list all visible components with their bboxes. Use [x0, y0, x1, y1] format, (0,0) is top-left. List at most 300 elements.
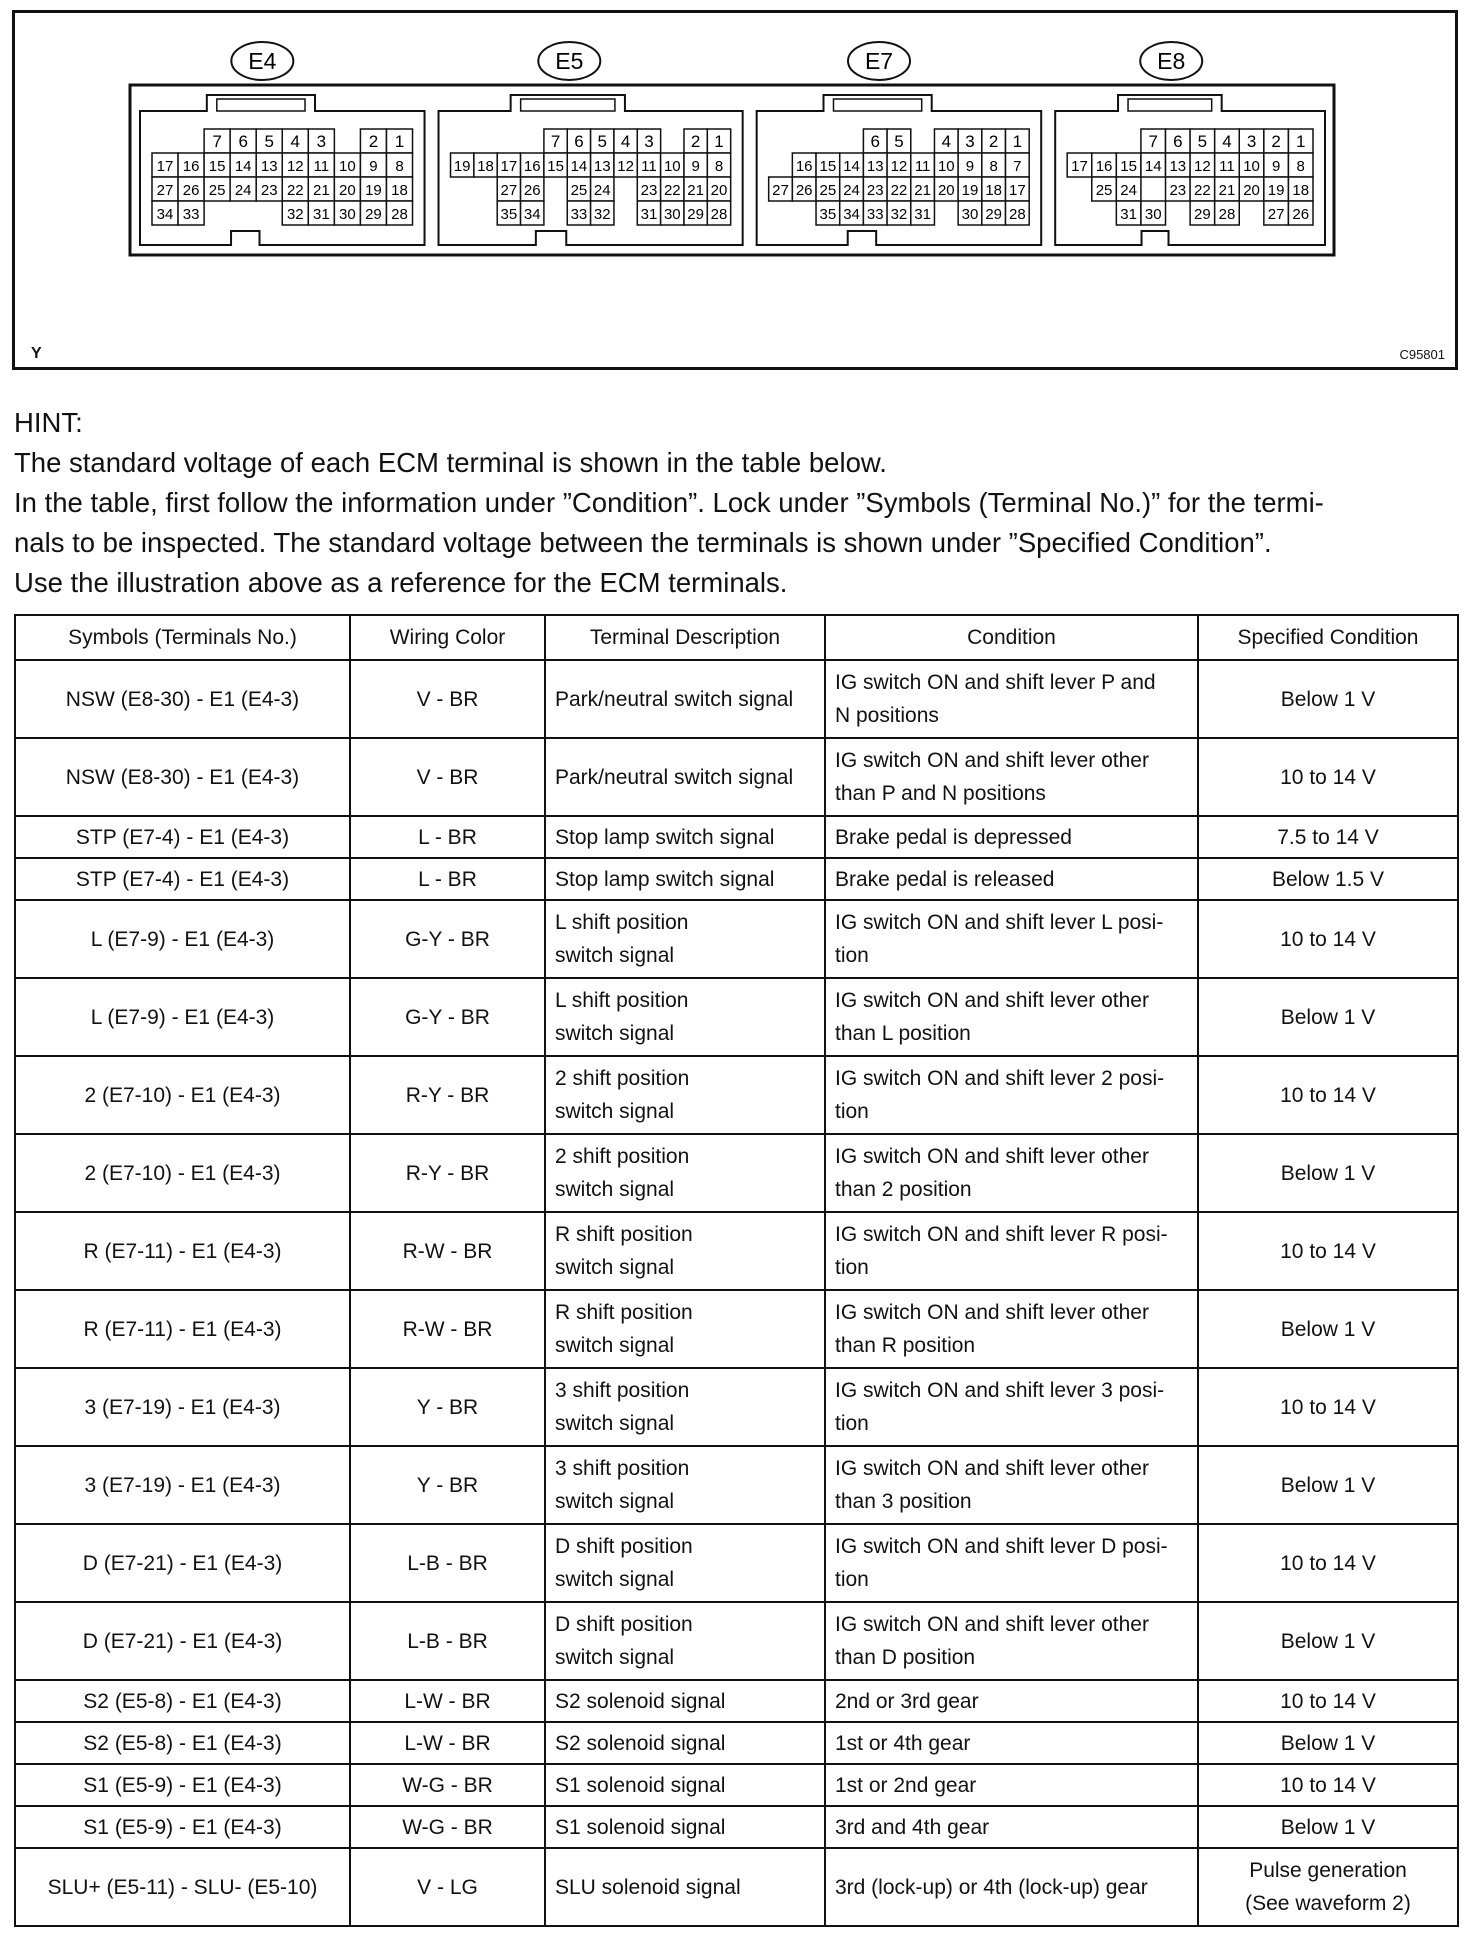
condition-cell	[825, 660, 1198, 738]
terminal-pin	[591, 129, 614, 153]
svg-text:15: 15	[819, 158, 837, 175]
terminal-description-text: switch signal	[555, 1646, 675, 1669]
svg-text:21: 21	[1218, 182, 1236, 199]
table-row	[15, 1806, 1458, 1848]
svg-text:E4: E4	[248, 48, 277, 74]
terminal-pin	[567, 177, 590, 201]
terminal-pin	[1288, 201, 1313, 225]
terminal-pin	[521, 177, 544, 201]
wiring-color-cell	[350, 1602, 545, 1680]
terminal-description-cell	[545, 1524, 825, 1602]
connector-label-e7	[848, 42, 910, 80]
condition-text: tion	[835, 1256, 869, 1279]
terminal-pin	[230, 129, 256, 153]
specified-condition-text: 10 to 14 V	[1280, 765, 1376, 789]
specified-condition-text: 10 to 14 V	[1280, 1690, 1376, 1713]
terminal-pin	[1006, 153, 1030, 177]
hint-line-1: The standard voltage of each ECM terminal is shown in the table below.	[14, 447, 887, 478]
svg-text:18: 18	[477, 158, 494, 175]
wiring-color-text: R-W - BR	[402, 1317, 493, 1341]
symbols-text: 3 (E7-19) - E1 (E4-3)	[84, 1395, 281, 1419]
terminal-pin	[230, 177, 256, 201]
terminal-pin	[1215, 153, 1240, 177]
condition-cell	[825, 1806, 1198, 1848]
symbols-cell	[15, 1848, 350, 1926]
svg-text:8: 8	[1296, 158, 1305, 175]
svg-text:4: 4	[1222, 132, 1232, 151]
svg-text:25: 25	[819, 182, 837, 199]
specified-condition-text: Below 1 V	[1280, 1816, 1376, 1839]
svg-text:24: 24	[234, 182, 252, 199]
symbols-cell	[15, 1290, 350, 1368]
terminal-pin	[934, 129, 958, 153]
terminal-pin	[1166, 153, 1191, 177]
table-row	[15, 1764, 1458, 1806]
wiring-color-text: G-Y - BR	[405, 927, 490, 951]
terminal-description-text: 2 shift position	[555, 1067, 690, 1090]
table-row	[15, 1524, 1458, 1602]
terminal-pin	[152, 201, 178, 225]
condition-cell	[825, 1446, 1198, 1524]
terminal-pin	[204, 129, 230, 153]
wiring-color-cell	[350, 858, 545, 900]
terminal-pin	[958, 153, 982, 177]
terminal-description-text: Park/neutral switch signal	[555, 687, 794, 711]
terminal-pin	[684, 153, 707, 177]
svg-text:23: 23	[640, 182, 658, 199]
table-row	[15, 1848, 1458, 1926]
symbols-cell	[15, 1524, 350, 1602]
terminal-pin	[887, 177, 911, 201]
terminal-pin	[544, 153, 567, 177]
svg-text:1: 1	[1295, 132, 1306, 151]
terminal-pin	[256, 153, 282, 177]
symbols-text: NSW (E8-30) - E1 (E4-3)	[65, 765, 300, 789]
wiring-color-text: Y - BR	[416, 1395, 479, 1419]
terminal-description-text: S2 solenoid signal	[555, 1690, 726, 1713]
wiring-color-cell	[350, 738, 545, 816]
svg-text:11: 11	[641, 158, 657, 175]
wiring-color-cell	[350, 1848, 545, 1926]
condition-text: IG switch ON and shift lever other	[835, 1613, 1149, 1636]
hint-line-2: In the table, first follow the information under ”Condition”. Lock under ”Symbols (Terminal No.)” for the termi-	[14, 487, 1324, 518]
specified-condition-text: Below 1.5 V	[1271, 868, 1385, 891]
wiring-color-cell	[350, 1134, 545, 1212]
terminal-description-text: S1 solenoid signal	[555, 1816, 726, 1839]
condition-text: 2nd or 3rd gear	[835, 1690, 979, 1713]
terminal-pin	[840, 153, 864, 177]
terminal-description-cell	[545, 978, 825, 1056]
svg-text:14: 14	[843, 158, 860, 175]
terminal-description-cell	[545, 1290, 825, 1368]
svg-text:6: 6	[870, 132, 880, 151]
terminal-pin	[1092, 177, 1117, 201]
specified-condition-text: 10 to 14 V	[1280, 1239, 1376, 1263]
symbols-text: 2 (E7-10) - E1 (E4-3)	[84, 1083, 281, 1107]
symbols-cell	[15, 858, 350, 900]
wiring-color-cell	[350, 1056, 545, 1134]
terminal-description-cell	[545, 900, 825, 978]
svg-text:15: 15	[547, 158, 564, 175]
table-row	[15, 1056, 1458, 1134]
svg-text:7: 7	[550, 132, 561, 151]
connector-e7	[757, 42, 1042, 245]
condition-text: IG switch ON and shift lever other	[835, 1145, 1149, 1168]
svg-text:31: 31	[640, 206, 658, 223]
symbols-text: STP (E7-4) - E1 (E4-3)	[75, 868, 290, 891]
terminal-pin	[1288, 153, 1313, 177]
terminal-pin	[282, 201, 308, 225]
terminal-pin	[1264, 201, 1289, 225]
wiring-color-text: R-W - BR	[402, 1239, 493, 1263]
wiring-color-cell	[350, 1290, 545, 1368]
condition-text: IG switch ON and shift lever P and	[835, 671, 1156, 694]
terminal-pin	[360, 177, 386, 201]
svg-text:34: 34	[843, 206, 860, 223]
terminal-pin	[1264, 177, 1289, 201]
svg-text:16: 16	[182, 158, 200, 175]
svg-text:13: 13	[593, 158, 611, 175]
terminal-pin	[661, 153, 684, 177]
terminal-pin	[637, 177, 660, 201]
svg-text:30: 30	[961, 206, 979, 223]
condition-text: IG switch ON and shift lever R posi-	[835, 1223, 1168, 1246]
specified-condition-cell	[1198, 1446, 1458, 1524]
condition-cell	[825, 978, 1198, 1056]
terminal-pin	[591, 153, 614, 177]
svg-text:29: 29	[1194, 206, 1211, 223]
table-row	[15, 1446, 1458, 1524]
terminal-pin	[1190, 177, 1215, 201]
specified-condition-cell	[1198, 1056, 1458, 1134]
condition-cell	[825, 900, 1198, 978]
ecm-terminal-table	[14, 614, 1459, 1927]
specified-condition-text: Below 1 V	[1280, 1005, 1376, 1029]
svg-text:17: 17	[1009, 182, 1026, 199]
condition-text: tion	[835, 944, 869, 967]
terminal-pin	[386, 153, 412, 177]
terminal-pin	[591, 201, 614, 225]
terminal-description-text: L shift position	[555, 911, 689, 934]
terminal-pin	[521, 201, 544, 225]
specified-condition-cell	[1198, 1524, 1458, 1602]
terminal-pin	[769, 177, 793, 201]
terminal-pin	[982, 177, 1006, 201]
terminal-pin	[982, 201, 1006, 225]
terminal-pin	[1141, 153, 1166, 177]
condition-cell	[825, 1680, 1198, 1722]
wiring-color-cell	[350, 660, 545, 738]
wiring-color-cell	[350, 1680, 545, 1722]
figure-id: C95801	[1399, 347, 1445, 362]
svg-text:26: 26	[182, 182, 200, 199]
symbols-text: S2 (E5-8) - E1 (E4-3)	[83, 1732, 282, 1755]
terminal-pin	[958, 201, 982, 225]
terminal-pin	[204, 177, 230, 201]
svg-text:17: 17	[1071, 158, 1088, 175]
terminal-pin	[792, 153, 816, 177]
terminal-pin	[911, 201, 935, 225]
svg-text:27: 27	[772, 182, 789, 199]
svg-text:24: 24	[843, 182, 860, 199]
svg-text:17: 17	[500, 158, 518, 175]
terminal-pin	[334, 177, 360, 201]
terminal-pin	[1264, 129, 1289, 153]
table-row	[15, 1722, 1458, 1764]
condition-cell	[825, 816, 1198, 858]
header-condition: Condition	[825, 615, 1198, 660]
specified-condition-text: Below 1 V	[1280, 1732, 1376, 1755]
specified-condition-text: Below 1 V	[1280, 1161, 1376, 1185]
symbols-cell	[15, 1446, 350, 1524]
svg-text:29: 29	[985, 206, 1003, 223]
condition-cell	[825, 1602, 1198, 1680]
specified-condition-cell	[1198, 1806, 1458, 1848]
terminal-pin	[386, 177, 412, 201]
symbols-cell	[15, 1806, 350, 1848]
svg-text:21: 21	[914, 182, 931, 199]
terminal-pin	[1190, 153, 1215, 177]
svg-text:27: 27	[1267, 206, 1285, 223]
terminal-pin	[1006, 177, 1030, 201]
wiring-color-cell	[350, 1524, 545, 1602]
terminal-pin	[863, 129, 887, 153]
svg-text:18: 18	[985, 182, 1003, 199]
terminal-description-text: switch signal	[555, 1256, 675, 1279]
condition-cell	[825, 1368, 1198, 1446]
terminal-pin	[497, 201, 520, 225]
terminal-description-text: S1 solenoid signal	[555, 1774, 726, 1797]
table-row	[15, 978, 1458, 1056]
terminal-description-text: SLU solenoid signal	[555, 1875, 741, 1899]
table-row	[15, 660, 1458, 738]
symbols-text: 2 (E7-10) - E1 (E4-3)	[84, 1161, 281, 1185]
condition-cell	[825, 858, 1198, 900]
hint-title: HINT:	[14, 407, 83, 438]
table-row	[15, 900, 1458, 978]
condition-cell	[825, 1848, 1198, 1926]
wiring-color-text: V - LG	[417, 1875, 478, 1899]
svg-text:16: 16	[795, 158, 813, 175]
condition-text: 3rd and 4th gear	[835, 1816, 990, 1839]
condition-text: than 3 position	[835, 1490, 972, 1513]
connector-label-e5	[538, 42, 600, 80]
symbols-text: D (E7-21) - E1 (E4-3)	[82, 1551, 283, 1575]
svg-text:10: 10	[1243, 158, 1260, 175]
condition-cell	[825, 738, 1198, 816]
svg-text:11: 11	[313, 158, 330, 175]
svg-text:13: 13	[1169, 158, 1187, 175]
specified-condition-cell	[1198, 1722, 1458, 1764]
terminal-pin	[887, 153, 911, 177]
terminal-pin	[911, 177, 935, 201]
wiring-color-cell	[350, 1212, 545, 1290]
terminal-pin	[1141, 201, 1166, 225]
condition-text: Brake pedal is released	[835, 868, 1055, 891]
specified-condition-cell	[1198, 660, 1458, 738]
terminal-description-text: R shift position	[555, 1301, 693, 1324]
terminal-pin	[1116, 153, 1141, 177]
svg-text:10: 10	[339, 158, 356, 175]
terminal-pin	[451, 153, 474, 177]
terminal-pin	[840, 177, 864, 201]
specified-condition-text: Below 1 V	[1280, 1473, 1376, 1497]
condition-text: than L position	[835, 1022, 971, 1045]
terminal-pin	[282, 177, 308, 201]
specified-condition-cell	[1198, 1848, 1458, 1926]
terminal-pin	[684, 129, 707, 153]
specified-condition-text: Below 1 V	[1280, 1629, 1376, 1653]
terminal-pin	[1166, 177, 1191, 201]
condition-text: than D position	[835, 1646, 976, 1669]
svg-text:31: 31	[1120, 206, 1137, 223]
terminal-pin	[707, 201, 730, 225]
svg-text:12: 12	[890, 158, 908, 175]
svg-text:16: 16	[1095, 158, 1113, 175]
specified-condition-text: Below 1 V	[1280, 1317, 1376, 1341]
hint-line-4: Use the illustration above as a reference for the ECM terminals.	[14, 567, 788, 598]
wiring-color-text: L-B - BR	[407, 1629, 488, 1653]
svg-text:11: 11	[914, 158, 931, 175]
svg-text:29: 29	[365, 206, 382, 223]
terminal-pin	[816, 153, 840, 177]
terminal-pin	[637, 201, 660, 225]
condition-text: IG switch ON and shift lever 2 posi-	[835, 1067, 1165, 1090]
svg-text:20: 20	[339, 182, 356, 199]
svg-text:13: 13	[260, 158, 278, 175]
svg-text:6: 6	[1173, 132, 1183, 151]
terminal-pin	[1166, 129, 1191, 153]
svg-text:23: 23	[1169, 182, 1187, 199]
terminal-pin	[863, 153, 887, 177]
terminal-pin	[863, 177, 887, 201]
terminal-description-cell	[545, 1722, 825, 1764]
svg-text:7: 7	[1148, 132, 1158, 151]
terminal-pin	[614, 129, 637, 153]
condition-cell	[825, 1722, 1198, 1764]
svg-text:14: 14	[234, 158, 252, 175]
terminal-description-text: L shift position	[555, 989, 689, 1012]
terminal-description-cell	[545, 1134, 825, 1212]
terminal-pin	[386, 201, 412, 225]
terminal-pin	[982, 153, 1006, 177]
terminal-description-text: switch signal	[555, 1568, 675, 1591]
terminal-description-text: D shift position	[555, 1613, 693, 1636]
terminal-description-cell	[545, 660, 825, 738]
terminal-pin	[1215, 129, 1240, 153]
terminal-pin	[684, 201, 707, 225]
connector-diagram	[15, 13, 1455, 367]
svg-text:3: 3	[1246, 132, 1257, 151]
condition-cell	[825, 1134, 1198, 1212]
terminal-pin	[1215, 177, 1240, 201]
svg-text:30: 30	[663, 206, 681, 223]
specified-condition-text: 10 to 14 V	[1280, 1083, 1376, 1107]
table-row	[15, 738, 1458, 816]
terminal-pin	[982, 129, 1006, 153]
wiring-color-cell	[350, 1806, 545, 1848]
svg-text:22: 22	[286, 182, 304, 199]
terminal-pin	[887, 129, 911, 153]
wiring-color-cell	[350, 1368, 545, 1446]
table-row	[15, 1212, 1458, 1290]
wiring-color-text: V - BR	[416, 765, 479, 789]
wiring-color-cell	[350, 1764, 545, 1806]
terminal-description-cell	[545, 1602, 825, 1680]
symbols-cell	[15, 1602, 350, 1680]
terminal-description-text: switch signal	[555, 1100, 675, 1123]
terminal-pin	[816, 201, 840, 225]
svg-text:26: 26	[523, 182, 541, 199]
svg-text:30: 30	[1144, 206, 1162, 223]
wiring-color-text: L - BR	[418, 826, 477, 849]
terminal-description-cell	[545, 1764, 825, 1806]
terminal-description-text: switch signal	[555, 1412, 675, 1435]
connector-e5	[439, 42, 743, 245]
svg-text:19: 19	[365, 182, 382, 199]
specified-condition-text: 10 to 14 V	[1280, 1551, 1376, 1575]
terminal-pin	[256, 129, 282, 153]
table-row	[15, 858, 1458, 900]
specified-condition-text: Below 1 V	[1280, 687, 1376, 711]
symbols-text: S1 (E5-9) - E1 (E4-3)	[83, 1774, 282, 1797]
terminal-description-cell	[545, 1056, 825, 1134]
wiring-color-text: R-Y - BR	[405, 1161, 490, 1185]
svg-text:20: 20	[1243, 182, 1260, 199]
terminal-pin	[1190, 129, 1215, 153]
terminal-pin	[1239, 177, 1264, 201]
specified-condition-text: 10 to 14 V	[1280, 1395, 1376, 1419]
symbols-text: R (E7-11) - E1 (E4-3)	[83, 1239, 282, 1263]
terminal-description-text: 3 shift position	[555, 1379, 690, 1402]
terminal-description-text: 2 shift position	[555, 1145, 690, 1168]
svg-text:11: 11	[1219, 158, 1235, 175]
terminal-pin	[1067, 153, 1092, 177]
terminal-pin	[958, 129, 982, 153]
svg-text:5: 5	[894, 132, 904, 151]
wiring-color-cell	[350, 1722, 545, 1764]
condition-text: than R position	[835, 1334, 976, 1357]
terminal-description-cell	[545, 1806, 825, 1848]
condition-text: 1st or 4th gear	[835, 1732, 971, 1755]
terminal-pin	[1215, 201, 1240, 225]
svg-text:10: 10	[663, 158, 681, 175]
wiring-color-text: W-G - BR	[402, 1774, 493, 1797]
condition-text: than P and N positions	[835, 782, 1046, 805]
terminal-pin	[544, 129, 567, 153]
svg-text:8: 8	[714, 158, 724, 175]
terminal-pin	[707, 153, 730, 177]
terminal-pin	[707, 177, 730, 201]
wiring-color-text: R-Y - BR	[405, 1083, 490, 1107]
terminal-pin	[152, 153, 178, 177]
terminal-pin	[1116, 201, 1141, 225]
terminal-description-text: R shift position	[555, 1223, 693, 1246]
svg-text:28: 28	[1218, 206, 1236, 223]
symbols-text: S2 (E5-8) - E1 (E4-3)	[83, 1690, 282, 1713]
header-specified-condition: Specified Condition	[1198, 615, 1458, 660]
table-row	[15, 1290, 1458, 1368]
svg-text:23: 23	[260, 182, 278, 199]
condition-text: tion	[835, 1412, 869, 1435]
terminal-pin	[591, 177, 614, 201]
terminal-pin	[178, 201, 204, 225]
svg-text:35: 35	[500, 206, 518, 223]
svg-text:26: 26	[1292, 206, 1310, 223]
svg-text:28: 28	[391, 206, 408, 223]
svg-text:17: 17	[156, 158, 174, 175]
hint-line-3: nals to be inspected. The standard voltage between the terminals is shown under ”Specified Condition”.	[14, 527, 1272, 558]
